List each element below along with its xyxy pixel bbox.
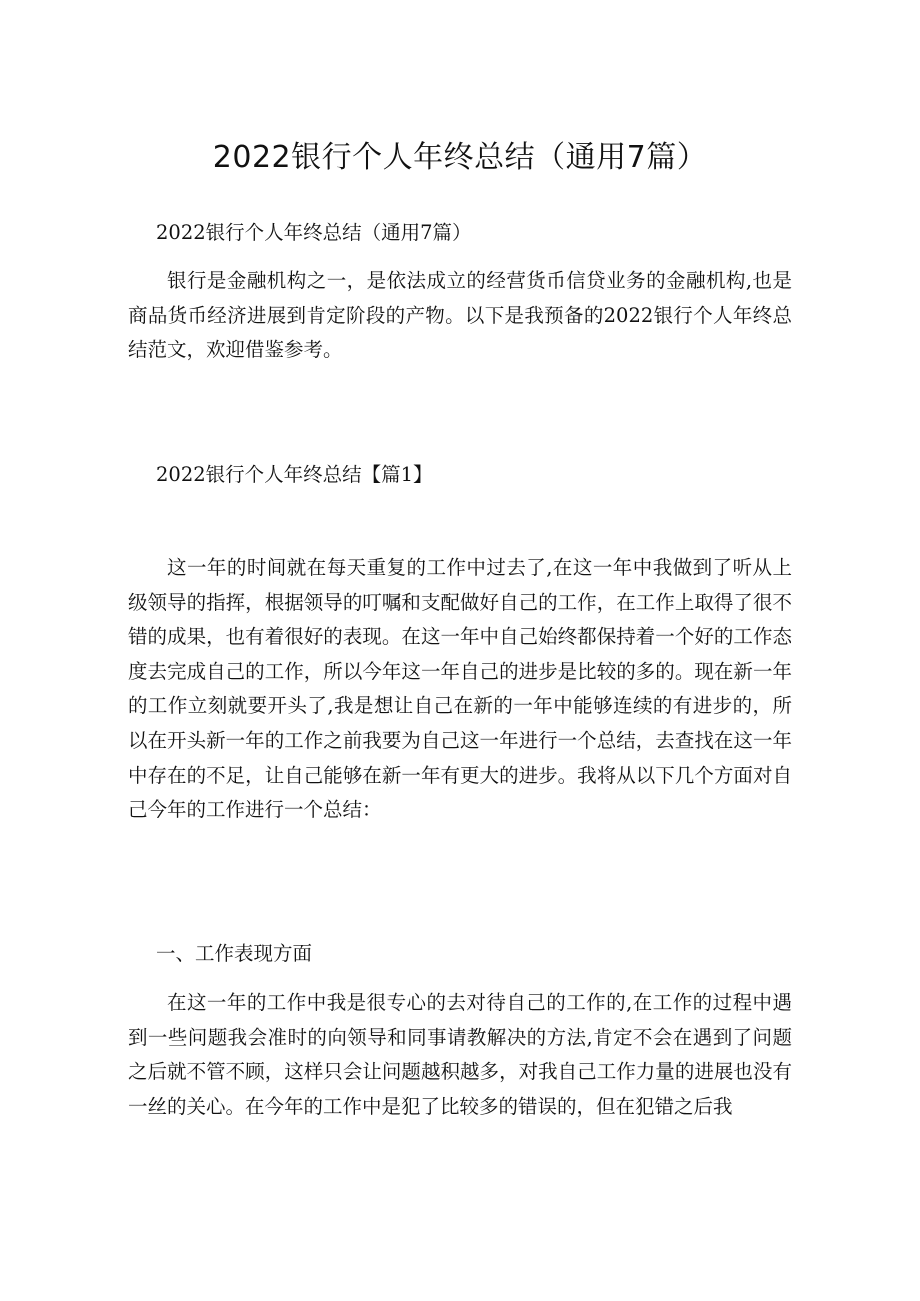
section-heading: 2022银行个人年终总结【篇1】	[156, 463, 433, 486]
body-paragraph-2: 在这一年的工作中我是很专心的去对待自己的工作的,在工作的过程中遇到一些问题我会准时的向领导和同事请教解决的方法,肯定不会在遇到了问题之后就不管不顾，这样只会让问题越积越多，对我自己工作力量的进展也没有一丝的关心。在今年的工作中是犯了比较多的错误的，但在犯错之后我	[128, 991, 792, 1118]
document-title: 2022银行个人年终总结（通用7篇）	[212, 140, 708, 175]
body-paragraph-1: 这一年的时间就在每天重复的工作中过去了,在这一年中我做到了听从上级领导的指挥，根据领导的叮嘱和支配做好自己的工作，在工作上取得了很不错的成果，也有着很好的表现。在这一年中自己始终都保持着一个好的工作态度去完成自己的工作，所以今年这一年自己的进步是比较的多的。现在新一年的工作立刻就要开头了,我是想让自己在新的一年中能够连续的有进步的，所以在开头新一年的工作之前我要为自己这一年进行一个总结，去查找在这一年中存在的不足，让自己能够在新一年有更大的进步。我将从以下几个方面对自己今年的工作进行一个总结：	[128, 556, 792, 822]
subheading-work-performance: 一、工作表现方面	[156, 942, 313, 965]
document-subtitle: 2022银行个人年终总结（通用7篇）	[156, 221, 472, 244]
intro-paragraph: 银行是金融机构之一，是依法成立的经营货币信贷业务的金融机构,也是商品货币经济进展到肯定阶段的产物。以下是我预备的2022银行个人年终总结范文，欢迎借鉴参考。	[128, 269, 792, 362]
